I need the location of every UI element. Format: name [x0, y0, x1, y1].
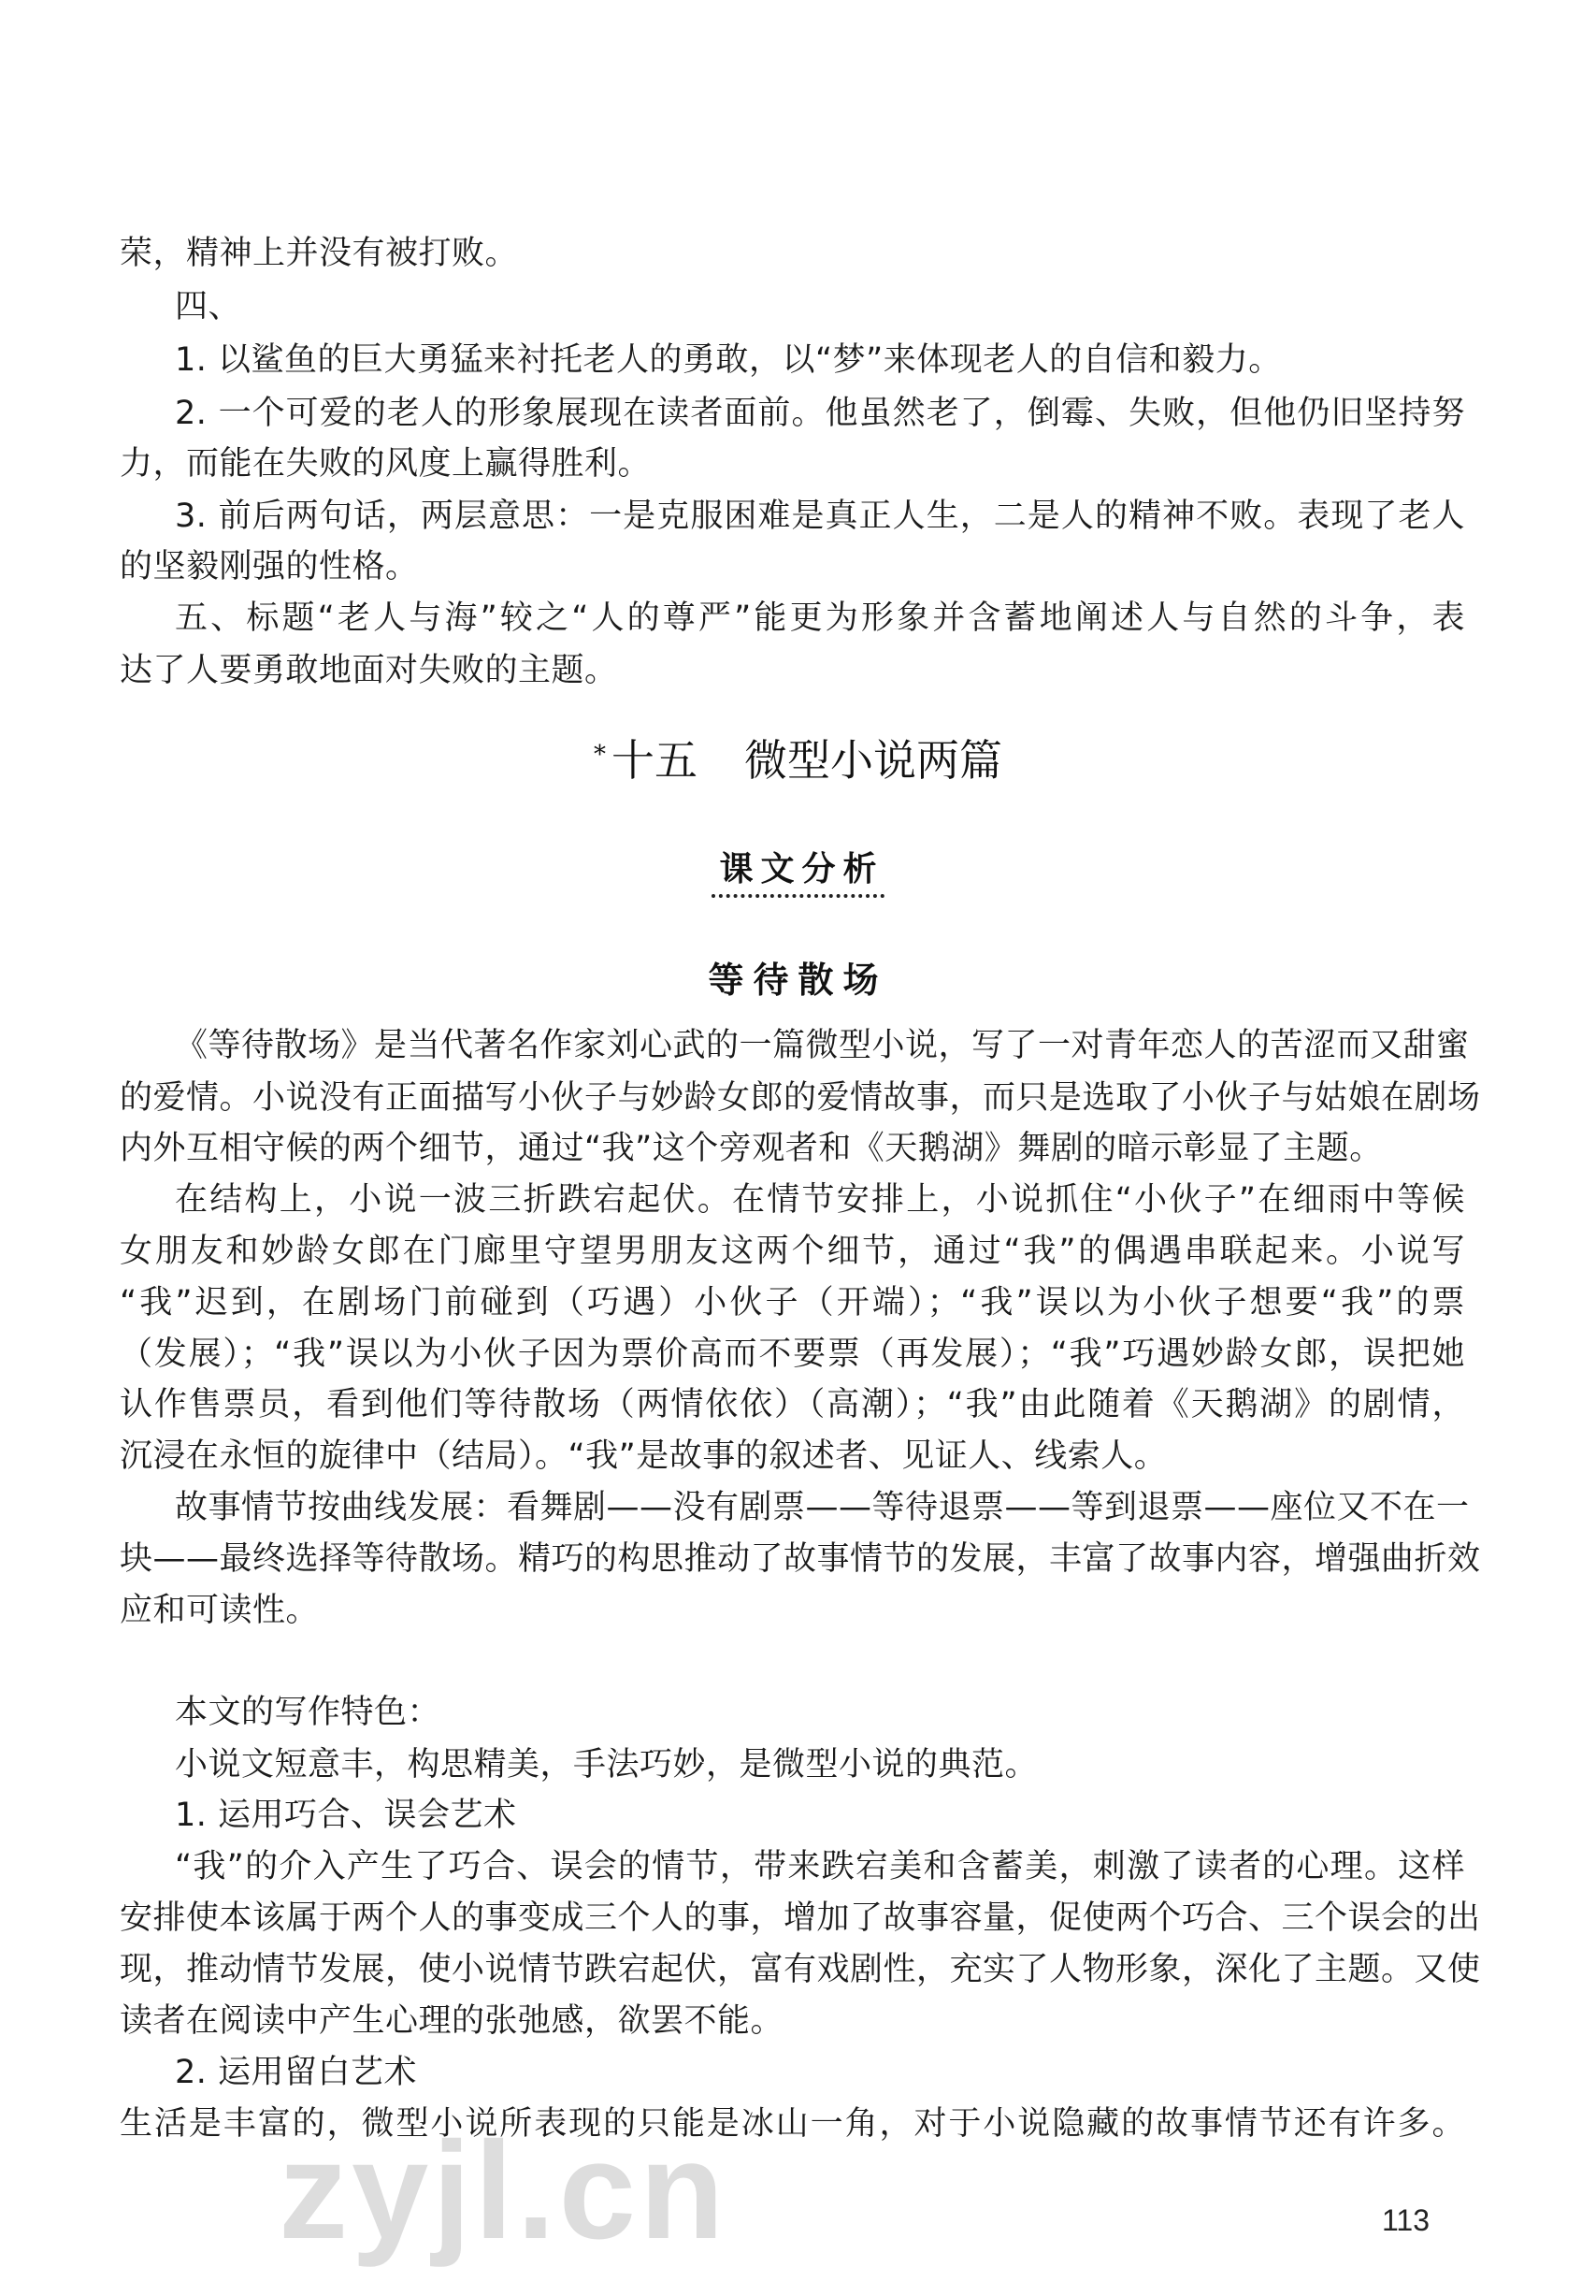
text-line: “我”的介入产生了巧合、误会的情节，带来跌宕美和含蓄美，刺激了读者的心理。这样 — [175, 1848, 1465, 1885]
page-number: 113 — [1382, 2203, 1431, 2237]
text-line: 四、 — [175, 288, 242, 325]
text-line: 故事情节按曲线发展：看舞剧——没有剧票——等待退票——等到退票——座位又不在一 — [175, 1489, 1470, 1526]
chapter-number: 十五 — [611, 735, 697, 786]
text-line: 内外互相守候的两个细节，通过“我”这个旁观者和《天鹅湖》舞剧的暗示彰显了主题。 — [120, 1130, 1383, 1167]
text-line: “我”迟到，在剧场门前碰到（巧遇）小伙子（开端）；“我”误以为小伙子想要“我”的票 — [120, 1284, 1465, 1321]
text-line: 应和可读性。 — [120, 1592, 320, 1629]
text-line: 荣，精神上并没有被打败。 — [120, 235, 519, 272]
text-line: （发展）；“我”误以为小伙子因为票价高而不要票（再发展）；“我”巧遇妙龄女郎，误把她 — [120, 1336, 1465, 1373]
text-line: 在结构上，小说一波三折跌宕起伏。在情节安排上，小说抓住“小伙子”在细雨中等候 — [175, 1181, 1465, 1219]
chapter-heading — [0, 732, 1596, 788]
text-line: 1. 以鲨鱼的巨大勇猛来衬托老人的勇敢，以“梦”来体现老人的自信和毅力。 — [175, 341, 1282, 379]
text-line: 的坚毅刚强的性格。 — [120, 548, 419, 585]
text-line: 读者在阅读中产生心理的张弛感，欲罢不能。 — [120, 2002, 784, 2040]
section-title — [0, 848, 1596, 891]
text-line: 2. 运用留白艺术 — [175, 2054, 418, 2091]
text-line: 块——最终选择等待散场。精巧的构思推动了故事情节的发展，丰富了故事内容，增强曲折效 — [120, 1540, 1481, 1578]
text-line: 五、标题“老人与海”较之“人的尊严”能更为形象并含蓄地阐述人与自然的斗争，表 — [175, 599, 1465, 637]
text-line: 安排使本该属于两个人的事变成三个人的事，增加了故事容量，促使两个巧合、三个误会的出 — [120, 1899, 1481, 1937]
text-line: 1. 运用巧合、误会艺术 — [175, 1797, 517, 1834]
section-title-text: 课文分析 — [712, 850, 884, 898]
asterisk-mark: * — [594, 741, 606, 769]
text-line: 现，推动情节发展，使小说情节跌宕起伏，富有戏剧性，充实了人物形象，深化了主题。又使 — [120, 1951, 1481, 1988]
text-line: 达了人要勇敢地面对失败的主题。 — [120, 652, 618, 689]
text-line: 小说文短意丰，构思精美，手法巧妙，是微型小说的典范。 — [175, 1746, 1039, 1783]
chapter-title: 微型小说两篇 — [744, 735, 1002, 786]
text-line: 《等待散场》是当代著名作家刘心武的一篇微型小说，写了一对青年恋人的苦涩而又甜蜜 — [175, 1027, 1470, 1064]
text-line: 沉浸在永恒的旋律中（结局）。“我”是故事的叙述者、见证人、线索人。 — [120, 1437, 1168, 1475]
text-line: 本文的写作特色： — [175, 1694, 441, 1731]
text-line: 2. 一个可爱的老人的形象展现在读者面前。他虽然老了，倒霉、失败，但他仍旧坚持努 — [175, 395, 1465, 432]
text-line: 女朋友和妙龄女郎在门廊里守望男朋友这两个细节，通过“我”的偶遇串联起来。小说写 — [120, 1233, 1465, 1270]
text-line: 的爱情。小说没有正面描写小伙子与妙龄女郎的爱情故事，而只是选取了小伙子与姑娘在剧场 — [120, 1079, 1481, 1117]
text-line: 生活是丰富的，微型小说所表现的只能是冰山一角，对于小说隐藏的故事情节还有许多。 — [120, 2105, 1465, 2143]
watermark: zyjl.cn — [279, 2114, 728, 2268]
text-line: 力，而能在失败的风度上赢得胜利。 — [120, 445, 652, 483]
subtitle: 等待散场 — [708, 960, 888, 1001]
text-line: 3. 前后两句话，两层意思：一是克服困难是真正人生，二是人的精神不败。表现了老人 — [175, 498, 1465, 535]
text-line: 认作售票员，看到他们等待散场（两情依依）（高潮）；“我”由此随着《天鹅湖》的剧情， — [120, 1386, 1465, 1423]
